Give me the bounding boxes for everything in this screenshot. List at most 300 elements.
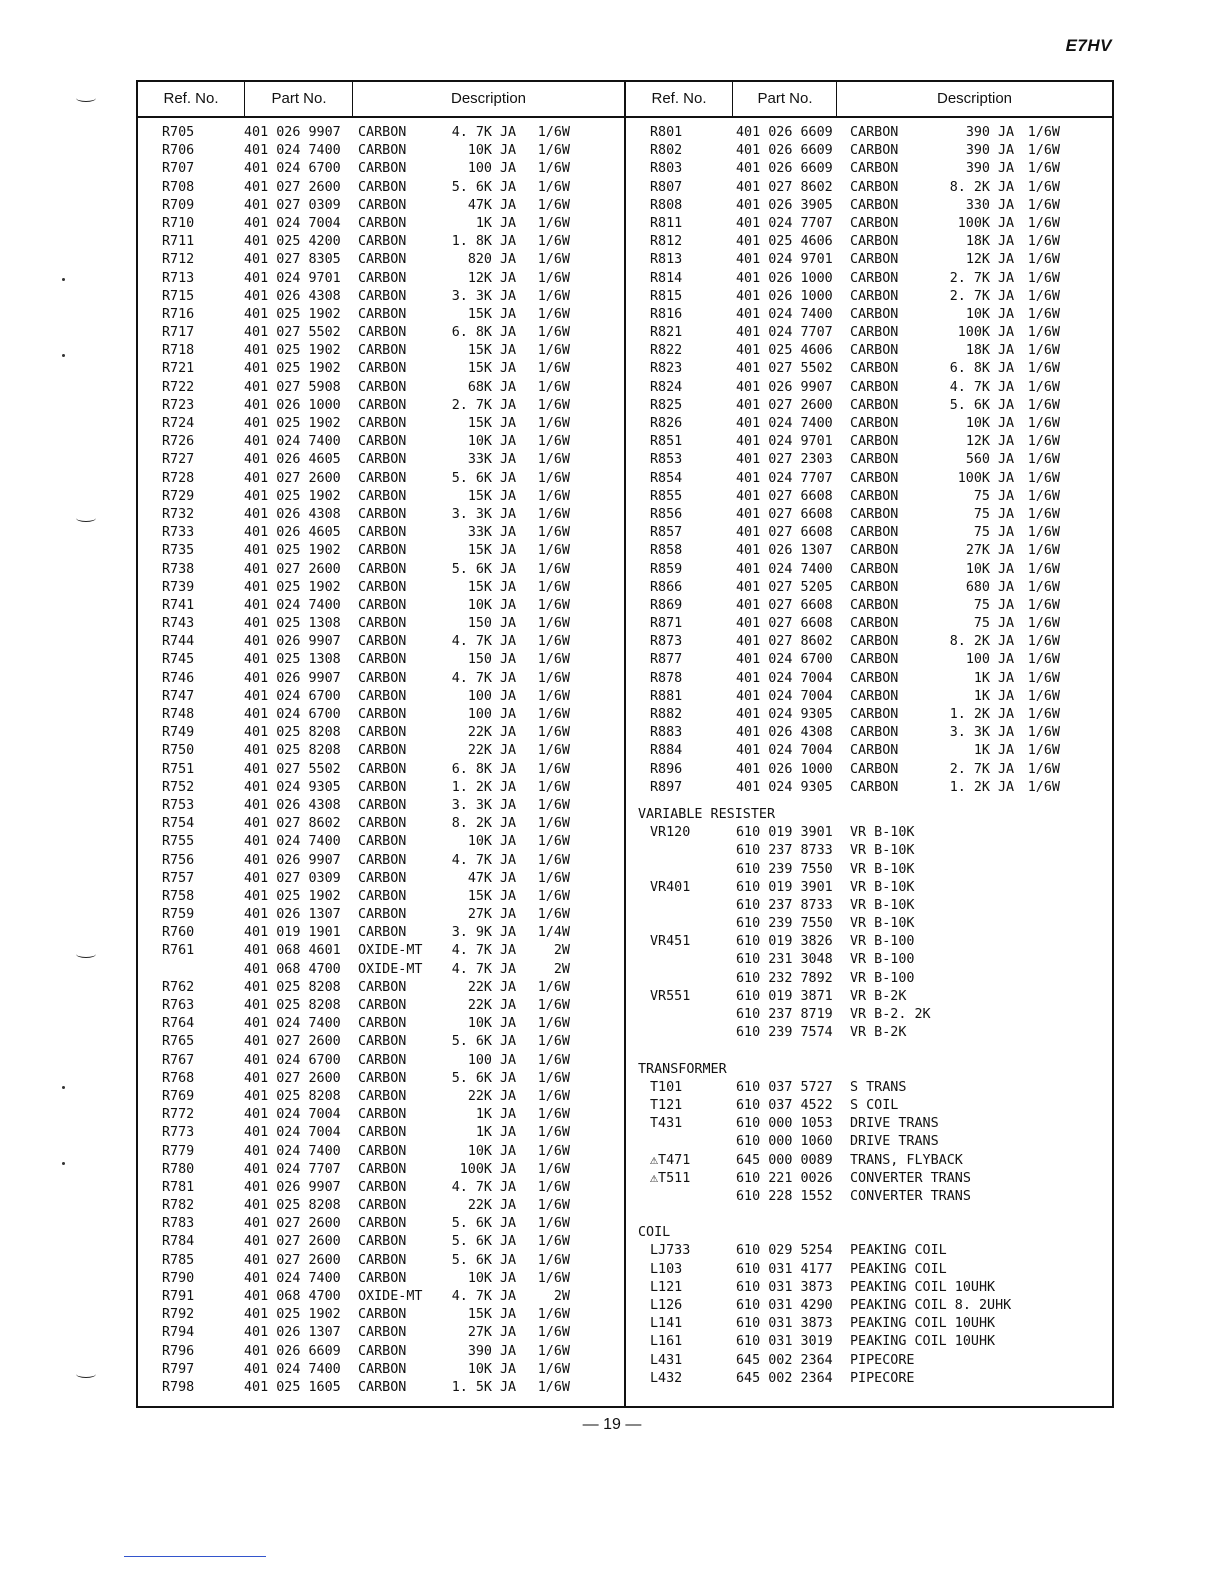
tolerance-code: JA	[500, 125, 517, 140]
scan-speck	[62, 278, 65, 281]
table-row	[626, 1261, 1112, 1279]
tolerance-code: JA	[500, 907, 517, 923]
resistance-value: 10K	[467, 597, 492, 613]
tolerance-code: JA	[500, 888, 517, 904]
ref-no: R780	[162, 1161, 195, 1177]
wattage: 1/6W	[537, 179, 570, 195]
resistor-type: CARBON	[358, 288, 407, 304]
resistance-value: 390	[467, 1343, 492, 1359]
section-gap	[626, 1042, 1112, 1060]
tolerance-code: JA	[500, 325, 517, 341]
resistance-value: 75	[973, 506, 990, 522]
wattage: 1/6W	[1027, 379, 1060, 395]
part-no: 401 025 1902	[244, 416, 341, 431]
ref-no: T121	[650, 1097, 683, 1113]
ref-no: R826	[650, 416, 683, 431]
resistor-type: CARBON	[358, 616, 407, 632]
resistor-type: CARBON	[850, 143, 899, 159]
wattage: 1/6W	[537, 1016, 570, 1032]
part-no: 401 025 8208	[244, 998, 341, 1013]
resistance-value: 5. 6K	[451, 470, 492, 486]
table-row	[626, 633, 1112, 651]
wattage: 1/6W	[537, 1379, 570, 1395]
table-row	[626, 1006, 1112, 1024]
tolerance-code: JA	[998, 197, 1015, 213]
tolerance-code: JA	[500, 525, 517, 541]
resistor-type: CARBON	[358, 925, 407, 941]
resistor-type: CARBON	[850, 161, 899, 177]
resistor-type: CARBON	[358, 834, 407, 850]
part-no: 401 025 1308	[244, 652, 341, 668]
part-description: CONVERTER TRANS	[850, 1188, 971, 1204]
binding-mark	[76, 1370, 96, 1378]
part-no: 401 024 9305	[244, 779, 341, 795]
resistor-type: CARBON	[358, 1052, 407, 1068]
ref-no: R797	[162, 1361, 195, 1377]
tolerance-code: JA	[500, 306, 517, 322]
part-no: 401 025 1605	[244, 1379, 341, 1395]
tolerance-code: JA	[500, 252, 517, 268]
resistor-type: CARBON	[358, 1361, 407, 1377]
resistance-value: 390	[965, 125, 990, 140]
resistance-value: 10K	[965, 416, 990, 431]
tolerance-code: JA	[998, 725, 1015, 741]
wattage: 1/6W	[537, 725, 570, 741]
ref-no: VR551	[650, 988, 691, 1004]
resistance-value: 12K	[965, 252, 990, 268]
resistance-value: 5. 6K	[451, 1252, 492, 1268]
part-no: 610 019 3901	[736, 825, 833, 841]
part-no: 401 026 9907	[244, 670, 341, 686]
part-no: 610 237 8733	[736, 897, 833, 913]
scan-speck	[62, 1162, 65, 1165]
ref-no: R759	[162, 907, 195, 923]
resistance-value: 4. 7K	[451, 125, 492, 140]
table-row	[626, 488, 1112, 506]
table-row	[138, 1161, 624, 1179]
tolerance-code: JA	[998, 579, 1015, 595]
ref-no: R733	[162, 525, 195, 541]
resistance-value: 6. 8K	[451, 761, 492, 777]
part-no: 401 024 7400	[244, 143, 341, 159]
table-row	[138, 651, 624, 669]
part-description: VR B-2K	[850, 988, 907, 1004]
part-no: 401 024 7400	[244, 597, 341, 613]
part-no: 401 024 6700	[244, 707, 341, 722]
part-no: 610 031 4177	[736, 1261, 833, 1277]
tolerance-code: JA	[998, 325, 1015, 341]
ref-no: L161	[650, 1334, 683, 1350]
part-no: 401 027 8305	[244, 252, 341, 268]
table-row	[626, 724, 1112, 742]
ref-no: R798	[162, 1379, 195, 1395]
resistor-type: CARBON	[358, 1107, 407, 1123]
part-no: 401 025 1902	[244, 361, 341, 377]
wattage: 1/6W	[537, 779, 570, 795]
part-description: VR B-10K	[850, 861, 915, 877]
ref-no: R792	[162, 1307, 195, 1323]
part-no: 401 026 6609	[244, 1343, 341, 1359]
table-row	[138, 324, 624, 342]
wattage: 1/6W	[1027, 288, 1060, 304]
part-no: 401 024 7004	[244, 1107, 341, 1123]
wattage: 1/6W	[537, 488, 570, 504]
wattage: 1/6W	[1027, 416, 1060, 431]
tolerance-code: JA	[500, 1198, 517, 1214]
ref-no: R738	[162, 561, 195, 577]
ref-no: R744	[162, 634, 195, 650]
ref-no: R816	[650, 306, 683, 322]
table-row	[626, 1115, 1112, 1133]
wattage: 1/6W	[537, 1325, 570, 1341]
tolerance-code: JA	[500, 670, 517, 686]
part-no: 645 002 2364	[736, 1352, 833, 1368]
wattage: 1/6W	[1027, 506, 1060, 522]
table-row	[626, 433, 1112, 451]
tolerance-code: JA	[500, 1234, 517, 1250]
wattage: 1/6W	[1027, 634, 1060, 650]
resistance-value: 100K	[459, 1161, 492, 1177]
section-title: VARIABLE RESISTER	[638, 806, 776, 822]
ref-no: VR451	[650, 934, 691, 950]
tolerance-code: JA	[500, 870, 517, 886]
resistance-value: 22K	[467, 725, 492, 741]
resistance-value: 10K	[965, 306, 990, 322]
wattage: 1/6W	[537, 1070, 570, 1086]
resistor-type: CARBON	[850, 488, 899, 504]
tolerance-code: JA	[500, 379, 517, 395]
part-no: 610 231 3048	[736, 952, 833, 968]
tolerance-code: JA	[500, 1179, 517, 1195]
resistor-type: CARBON	[358, 1198, 407, 1214]
tolerance-code: JA	[500, 943, 517, 959]
table-row	[138, 1306, 624, 1324]
resistor-type: CARBON	[850, 325, 899, 341]
part-description: S COIL	[850, 1097, 899, 1113]
resistor-type: CARBON	[850, 579, 899, 595]
part-no: 401 025 8208	[244, 1198, 341, 1214]
ref-no: R718	[162, 343, 195, 359]
resistance-value: 3. 3K	[451, 797, 492, 813]
header-ref-no: Ref. No.	[163, 90, 219, 107]
ref-no: R790	[162, 1270, 195, 1286]
tolerance-code: JA	[998, 743, 1015, 759]
tolerance-code: JA	[998, 125, 1015, 140]
part-no: 401 027 6608	[736, 506, 833, 522]
part-description: PEAKING COIL 8. 2UHK	[850, 1298, 1012, 1313]
part-no: 401 027 0309	[244, 197, 341, 213]
ref-no: R735	[162, 543, 195, 559]
resistance-value: 100	[467, 161, 492, 177]
ref-no: R753	[162, 797, 195, 813]
part-no: 401 025 1902	[244, 343, 341, 359]
resistance-value: 6. 8K	[949, 361, 990, 377]
ref-no: R712	[162, 252, 195, 268]
tolerance-code: JA	[998, 652, 1015, 668]
part-no: 401 068 4601	[244, 943, 341, 959]
resistor-type: CARBON	[358, 998, 407, 1013]
table-row	[138, 506, 624, 524]
resistance-value: 1. 2K	[949, 707, 990, 722]
part-no: 401 026 1307	[244, 1325, 341, 1341]
table-row	[626, 506, 1112, 524]
ref-no: R749	[162, 725, 195, 741]
table-row	[138, 488, 624, 506]
resistor-type: CARBON	[358, 561, 407, 577]
resistor-type: CARBON	[358, 161, 407, 177]
resistor-type: CARBON	[850, 306, 899, 322]
resistance-value: 12K	[965, 434, 990, 450]
ref-no: R858	[650, 543, 683, 559]
ref-no: R739	[162, 579, 195, 595]
resistor-type: CARBON	[850, 743, 899, 759]
table-row	[626, 597, 1112, 615]
ref-no: L103	[650, 1261, 683, 1277]
section-title: COIL	[638, 1225, 671, 1241]
tolerance-code: JA	[998, 343, 1015, 359]
table-row	[626, 742, 1112, 760]
wattage: 1/6W	[1027, 652, 1060, 668]
resistance-value: 2. 7K	[949, 270, 990, 286]
tolerance-code: JA	[500, 215, 517, 231]
tolerance-code: JA	[500, 1125, 517, 1141]
table-row	[138, 1088, 624, 1106]
part-no: 610 237 8733	[736, 843, 833, 859]
resistor-type: CARBON	[358, 361, 407, 377]
wattage: 1/6W	[537, 1034, 570, 1050]
tolerance-code: JA	[500, 143, 517, 159]
part-no: 610 019 3901	[736, 879, 833, 895]
tolerance-code: JA	[500, 779, 517, 795]
tolerance-code: JA	[998, 761, 1015, 777]
table-row	[138, 924, 624, 942]
tolerance-code: JA	[500, 688, 517, 704]
ref-no: R783	[162, 1216, 195, 1232]
ref-no: R883	[650, 725, 683, 741]
wattage: 1/6W	[537, 743, 570, 759]
ref-no: T101	[650, 1079, 683, 1095]
tolerance-code: JA	[500, 343, 517, 359]
ref-no: R812	[650, 234, 683, 250]
wattage: 1/6W	[537, 525, 570, 541]
table-row	[138, 1288, 624, 1306]
tolerance-code: JA	[998, 470, 1015, 486]
table-row	[138, 342, 624, 360]
page-code: E7HV	[1065, 36, 1112, 55]
tolerance-code: JA	[500, 470, 517, 486]
tolerance-code: JA	[500, 452, 517, 468]
ref-no: R707	[162, 161, 195, 177]
part-no: 401 027 2600	[244, 561, 341, 577]
tolerance-code: JA	[500, 488, 517, 504]
part-description: PIPECORE	[850, 1370, 915, 1386]
table-row	[138, 1033, 624, 1051]
section-gap	[626, 797, 1112, 806]
tolerance-code: JA	[500, 1307, 517, 1323]
ref-no: R803	[650, 161, 683, 177]
ref-no: R855	[650, 488, 683, 504]
part-description: PEAKING COIL 10UHK	[850, 1334, 996, 1350]
tolerance-code: JA	[500, 506, 517, 522]
resistor-type: CARBON	[358, 379, 407, 395]
wattage: 1/6W	[537, 143, 570, 159]
part-no: 401 025 4200	[244, 234, 341, 250]
wattage: 2W	[553, 943, 570, 959]
part-no: 401 027 5205	[736, 579, 833, 595]
table-row	[138, 1270, 624, 1288]
table-row	[138, 542, 624, 560]
resistance-value: 10K	[467, 143, 492, 159]
resistor-type: CARBON	[850, 779, 899, 795]
table-row	[626, 688, 1112, 706]
part-no: 401 026 9907	[244, 125, 341, 140]
table-row	[626, 933, 1112, 951]
ref-no: R761	[162, 943, 195, 959]
wattage: 1/6W	[537, 1216, 570, 1232]
wattage: 1/6W	[537, 416, 570, 431]
part-no: 401 019 1901	[244, 925, 341, 941]
resistance-value: 150	[467, 616, 492, 632]
wattage: 1/6W	[537, 1307, 570, 1323]
part-no: 401 026 9907	[244, 634, 341, 650]
part-no: 401 026 6609	[736, 125, 833, 140]
part-no: 401 024 7400	[244, 834, 341, 850]
table-row	[138, 251, 624, 269]
resistor-type: CARBON	[358, 252, 407, 268]
part-no: 401 026 1000	[736, 288, 833, 304]
wattage: 1/6W	[537, 1198, 570, 1214]
wattage: 1/6W	[537, 434, 570, 450]
table-row	[138, 379, 624, 397]
part-description: VR B-10K	[850, 825, 915, 841]
resistance-value: 22K	[467, 1198, 492, 1214]
ref-no: R754	[162, 816, 195, 832]
table-row	[626, 1097, 1112, 1115]
table-row	[138, 142, 624, 160]
tolerance-code: JA	[500, 1216, 517, 1232]
table-row	[138, 815, 624, 833]
resistor-type: CARBON	[358, 1343, 407, 1359]
resistance-value: 1K	[973, 688, 990, 704]
ref-no: R768	[162, 1070, 195, 1086]
ref-no: R724	[162, 416, 195, 431]
ref-no: R796	[162, 1343, 195, 1359]
part-no: 401 027 0309	[244, 870, 341, 886]
ref-no: R709	[162, 197, 195, 213]
section-heading	[626, 806, 1112, 824]
part-no: 401 024 9701	[736, 434, 833, 450]
resistor-type: CARBON	[358, 1325, 407, 1341]
ref-no: L126	[650, 1298, 683, 1313]
table-row	[626, 842, 1112, 860]
ref-no: R884	[650, 743, 683, 759]
ref-no: R791	[162, 1289, 195, 1304]
resistor-type: CARBON	[850, 652, 899, 668]
part-no: 401 024 7400	[244, 1361, 341, 1377]
table-row	[626, 561, 1112, 579]
resistor-type: CARBON	[850, 470, 899, 486]
parts-table-left	[138, 82, 626, 1406]
part-no: 645 000 0089	[736, 1152, 833, 1168]
table-row	[626, 1079, 1112, 1097]
tolerance-code: JA	[998, 306, 1015, 322]
resistor-type: CARBON	[850, 397, 899, 413]
ref-no: R728	[162, 470, 195, 486]
table-row	[626, 824, 1112, 842]
table-row	[626, 1279, 1112, 1297]
tolerance-code: JA	[500, 1034, 517, 1050]
resistance-value: 1K	[475, 1107, 492, 1123]
ref-no: R815	[650, 288, 683, 304]
tolerance-code: JA	[998, 670, 1015, 686]
table-row	[626, 470, 1112, 488]
part-description: VR B-2K	[850, 1025, 907, 1041]
resistance-value: 5. 6K	[451, 561, 492, 577]
wattage: 1/6W	[537, 670, 570, 686]
resistance-value: 33K	[467, 525, 492, 541]
wattage: 1/6W	[537, 161, 570, 177]
table-row	[138, 1052, 624, 1070]
table-row	[626, 879, 1112, 897]
ref-no: R755	[162, 834, 195, 850]
resistor-type: CARBON	[358, 525, 407, 541]
header-ref-no: Ref. No.	[651, 90, 707, 107]
resistor-type: CARBON	[358, 1088, 407, 1104]
tolerance-code: JA	[500, 1325, 517, 1341]
wattage: 1/6W	[1027, 234, 1060, 250]
tolerance-code: JA	[500, 707, 517, 722]
wattage: 1/6W	[537, 125, 570, 140]
ref-no: R741	[162, 597, 195, 613]
resistor-type: CARBON	[358, 1034, 407, 1050]
resistance-value: 5. 6K	[451, 1216, 492, 1232]
part-no: 401 024 7400	[244, 1016, 341, 1032]
ref-no: L141	[650, 1316, 683, 1332]
table-row	[626, 197, 1112, 215]
ref-no: R882	[650, 707, 683, 722]
table-row	[626, 861, 1112, 879]
part-no: 401 027 5502	[244, 761, 341, 777]
ref-no: R765	[162, 1034, 195, 1050]
table-row	[138, 615, 624, 633]
tolerance-code: JA	[500, 998, 517, 1013]
tolerance-code: JA	[500, 1161, 517, 1177]
wattage: 1/6W	[537, 870, 570, 886]
table-row	[138, 579, 624, 597]
resistance-value: 4. 7K	[451, 943, 492, 959]
ref-no: R825	[650, 397, 683, 413]
ref-no: R713	[162, 270, 195, 286]
ref-no: R854	[650, 470, 683, 486]
tolerance-code: JA	[500, 834, 517, 850]
ref-no: R853	[650, 452, 683, 468]
part-no: 401 024 6700	[244, 161, 341, 177]
resistor-type: CARBON	[358, 306, 407, 322]
wattage: 1/6W	[537, 1161, 570, 1177]
resistance-value: 5. 6K	[451, 1234, 492, 1250]
resistance-value: 12K	[467, 270, 492, 286]
tolerance-code: JA	[500, 597, 517, 613]
resistor-type: CARBON	[850, 634, 899, 650]
tolerance-code: JA	[998, 779, 1015, 795]
ref-no: R824	[650, 379, 683, 395]
wattage: 1/6W	[1027, 670, 1060, 686]
table-row	[138, 779, 624, 797]
wattage: 1/6W	[537, 1179, 570, 1195]
resistor-type: CARBON	[358, 888, 407, 904]
table-row	[626, 1242, 1112, 1260]
table-row	[626, 970, 1112, 988]
